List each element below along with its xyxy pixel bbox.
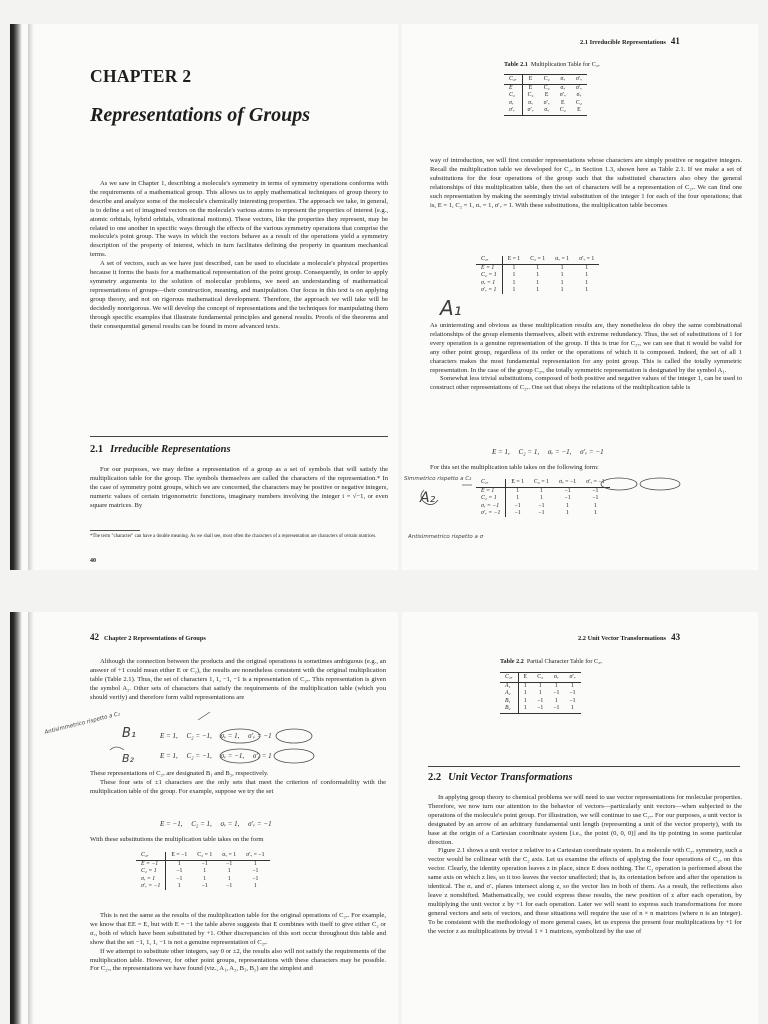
paragraph: In applying group theory to chemical problems we will need to use vector representations for molecular properties. Therefore, we now turn our attention to the behavior of vectors—particularly unit vectors—when subjected to the operations of the molecule's point group. For illustration, we will continue to use C₂ᵥ. For our purposes, a unit vector is designated by an arrow of an arbitrary fundamental unit length (representing a unit of the vector property), with its base at the origin of a Cartesian coordinate system [i.e., the point (0, 0, 0)] and its tip pointing in some particular direction. — [428, 794, 742, 846]
table-cell: σ′ᵥ = −1 — [241, 852, 269, 861]
table-cell: C₂ᵥ — [476, 256, 502, 265]
table-cell: E = 1 — [476, 265, 502, 273]
section-heading-2-1 — [90, 444, 231, 455]
ink-stroke — [198, 712, 210, 720]
table-cell: 1 — [585, 279, 589, 286]
table-cell: 1 — [512, 265, 516, 272]
table-cell: σᵥ — [576, 92, 582, 99]
table-cell: −1 — [532, 705, 548, 714]
table-cell: −1 — [548, 705, 564, 714]
table-cell: E = −1 — [166, 852, 192, 861]
table-cell: C₂ — [527, 92, 534, 99]
section-body — [90, 466, 388, 511]
table-cell: −1 — [592, 495, 599, 502]
page-40 — [10, 24, 398, 570]
ink-circle — [220, 749, 260, 763]
table-cell: C₂ = 1 — [192, 852, 217, 861]
equation: E = −1, C₂ = 1, σᵥ = 1, σ′ᵥ = −1 — [160, 820, 272, 828]
table-cell: −1 — [564, 495, 571, 502]
table-cell: −1 — [538, 509, 545, 516]
paragraph: For this set the multiplication table takes on the following form: — [430, 464, 599, 471]
table-cell: −1 — [226, 882, 233, 889]
table-cell: −1 — [226, 861, 233, 868]
table-cell: C₂ᵥ — [476, 479, 506, 488]
body-text — [90, 836, 386, 845]
book-spine-shadow — [10, 24, 22, 570]
table-cell: −1 — [538, 502, 545, 509]
section-number: 2.2 — [428, 772, 442, 783]
table-cell: 1 — [585, 265, 589, 272]
table-cell: C₂ — [575, 99, 582, 106]
section-paragraph: For our purposes, we may define a representation of a group as a set of symbols that will satisfy the multiplication table for the group. The symbols themselves are called the characters of the representation.* In the case of symmetry point groups, which we are concerned, the characters may be positive or negative integers, numeric values of certain trigonometric functions, imaginary numbers involving the integer i = √−1, or even square matrices. By — [90, 466, 388, 509]
table-cell: σᵥ — [539, 107, 555, 116]
table-cell: σᵥ — [528, 99, 533, 106]
table-cell: 1 — [554, 683, 558, 690]
running-head — [578, 632, 680, 642]
table-cell: σ′ᵥ = −1 — [136, 883, 166, 890]
table-cell: −1 — [553, 690, 560, 697]
section-rule — [428, 766, 740, 767]
table-cell: 1 — [554, 697, 558, 704]
ink-stroke — [421, 490, 438, 505]
table-cell: 1 — [177, 882, 181, 889]
table-cell: C₂ — [504, 92, 522, 99]
table-caption-label: Table 2.1 — [504, 61, 528, 68]
intro-text — [90, 180, 388, 331]
table-cell: 1 — [512, 279, 516, 286]
table-row — [136, 883, 270, 890]
table-cell: 1 — [571, 683, 574, 690]
table-cell: E = 1 — [502, 256, 525, 265]
table-row — [136, 868, 270, 875]
table-cell: σᵥ = 1 — [550, 256, 574, 265]
table-cell: σᵥ — [548, 673, 564, 683]
table-cell: −1 — [252, 868, 259, 875]
ink-circle — [220, 729, 260, 743]
character-table-2-2 — [500, 672, 581, 714]
invalid-representation-table — [136, 852, 270, 890]
table-cell: E — [518, 673, 532, 683]
ink-circle — [276, 729, 312, 743]
table-cell: B₁ — [500, 698, 518, 705]
table-cell: 1 — [566, 502, 569, 509]
paragraph: If we attempt to substitute other integers, say 0 or ±2, the results also will not satisfy the requirements of the multiplication table. However, for other point groups, representations with these characters may be possible. For C₂ᵥ, the representations we have found (viz., A₁, A₂, B₁, B₂) are the simplest and — [90, 947, 386, 973]
table-cell: C₂ = 1 — [525, 256, 550, 265]
page-number: 42 — [90, 632, 99, 642]
page-42 — [10, 612, 398, 1024]
table-caption-text: Multiplication Table for C₂ᵥ — [530, 61, 600, 68]
chapter-label: CHAPTER 2 — [90, 66, 192, 86]
table-cell: −1 — [176, 868, 183, 875]
equation: E = 1, C₂ = 1, σᵥ = −1, σ′ᵥ = −1 — [492, 448, 604, 456]
table-cell: B₂ — [500, 705, 518, 714]
table-cell: 1 — [538, 683, 542, 690]
table-cell: 1 — [512, 286, 516, 293]
table-row — [500, 705, 581, 714]
paragraph: These four sets of ±1 characters are the only sets that meet the criterion of conformability with the multiplication table of the group. For example, suppose we try the set — [90, 778, 386, 795]
table-cell: 1 — [540, 495, 543, 502]
table-cell: σ′ᵥ — [571, 75, 587, 85]
table-cell: 1 — [177, 861, 181, 868]
table-cell: C₂ = 1 — [476, 272, 502, 279]
section-title: Unit Vector Transformations — [448, 772, 573, 783]
table-cell: C₂ — [555, 107, 571, 116]
section-rule — [90, 436, 388, 437]
table-cell: σᵥ = 1 — [476, 280, 502, 287]
table-cell: E = 1 — [476, 488, 506, 496]
table-cell: 1 — [523, 683, 527, 690]
table-cell: 1 — [560, 279, 564, 286]
paragraph: Although the connection between the products and the original operations is sometimes ambiguous (e.g., an answer of +1 could mean either E or C₂), the results are nonetheless consistent with the original multiplication table (Table 2.1). Thus, the set of characters 1, 1, −1, −1 is a representation of C₂ᵥ. This representation is given the symbol A₂. Other sets of characters that satisfy the requirements of the multiplication table (which you should verify) and therefore form valid representations are — [90, 658, 386, 701]
table-cell: σ′ᵥ — [504, 107, 522, 116]
table-cell: −1 — [592, 488, 599, 495]
paragraph: Somewhat less trivial substitutions, composed of both positive and negative values of the integer 1, can be used to construct other representations of C₂ᵥ. One set that obeys the relations of the multiplication table is — [430, 375, 742, 392]
table-cell: 1 — [512, 272, 516, 279]
table-cell: 1 — [227, 875, 231, 882]
table-cell: E = 1 — [506, 479, 529, 488]
table-cell: E — [528, 85, 533, 92]
handwritten-b2: B₂ — [122, 752, 134, 765]
table-cell: A₁ — [500, 683, 518, 691]
table-cell: σᵥ = −1 — [476, 503, 506, 510]
table-cell: σ′ᵥ = 1 — [574, 256, 599, 265]
table-cell: σᵥ — [555, 75, 571, 85]
handwritten-note-symmetric: Simmetrico rispetto a C₂ — [404, 476, 472, 482]
table-cell: σᵥ = 1 — [217, 852, 241, 861]
ink-circle — [274, 749, 314, 763]
table-row — [500, 698, 581, 705]
table-cell: 1 — [227, 868, 231, 875]
handwritten-note-antisymmetric: Antisimmetrico rispetto a σ — [408, 534, 484, 540]
paragraph: As uninteresting and obvious as these multiplication results are, they nonetheless do obey the same combinational relationships of the group elements themselves, albeit with extreme redundancy. Thus, the set of substitutions of 1 for every operation is a genuine representation of the group. If this is true for C₂ᵥ, we can see that it would be valid for any other point group, regardless of its order or the operations of which it is composed. Indeed, the set of all 1 characters makes the most fundamental representation for any point group. This is called the totally symmetric representation. In the case of the group C₂ᵥ, the totally symmetric representation is designated by the symbol A₁. — [430, 322, 742, 374]
table-cell: 1 — [253, 861, 257, 868]
paragraph: This is not the same as the results of the multiplication table for the original operations of C₂ᵥ. For example, we know that EE = E, but with E = −1 the table above suggests that E combines with itself to give either C₂ or σᵥ, both of which have been substituted by +1. Other discrepancies of this sort occur throughout this table and show that the set −1, 1, 1, −1 is not a genuine representation of C₂ᵥ. — [90, 912, 386, 946]
footnote: *The term "character" can have a double meaning. As we shall see, most often the characters of a representation are characters of certain matrices. — [90, 534, 377, 539]
table-cell: E — [522, 75, 539, 85]
handwritten-a2: A₂ — [420, 490, 436, 506]
table-2-2-caption — [500, 658, 602, 665]
body-text — [90, 912, 386, 974]
table-cell: σ′ᵥ — [564, 673, 580, 683]
table-cell: 1 — [585, 272, 589, 279]
table-row — [500, 683, 581, 691]
table-cell: 1 — [564, 705, 580, 714]
intro-paragraph: As we saw in Chapter 1, describing a molecule's symmetry in terms of symmetry operations conforms with the requirements of a mathematical group. This allows us to apply mathematical techniques of group theory to describe and analyze some of the molecule's chemically interesting properties. The approach we take, in general, is to define a set of imagined vectors on the molecule's various atoms to represent the properties of interest (e.g., atomic orbitals, hybrid orbitals, vibrational motions). These vectors, like the properties they represent, may be related to one another in specific ways through the effects of the various symmetry operations that comprise the molecule's point group. The ways in which the vectors behave as a result of the operations yield a symmetry description of the property of interest, which in turn facilitates defining the property in quantum mechanical terms. — [90, 180, 388, 259]
table-cell: C₂ᵥ — [504, 75, 522, 85]
table-cell: 1 — [560, 265, 564, 272]
table-cell: 1 — [253, 882, 257, 889]
table-cell: σᵥ — [504, 100, 522, 107]
table-cell: 1 — [560, 286, 564, 293]
running-head-text: 2.2 Unit Vector Transformations — [578, 635, 667, 642]
table-cell: 1 — [593, 509, 597, 516]
table-cell: −1 — [252, 875, 259, 882]
table-cell: σ′ᵥ = −1 — [581, 479, 609, 488]
page-folio: 40 — [90, 558, 96, 564]
table-cell: C₂ — [543, 85, 550, 92]
page-number: 41 — [670, 36, 680, 46]
table-caption-text: Partial Character Table for C₂ᵥ — [526, 658, 603, 665]
table-cell: σ′ᵥ — [522, 107, 539, 116]
page-number: 43 — [671, 632, 681, 642]
table-cell: C₂ = 1 — [476, 495, 506, 502]
page-43 — [402, 612, 758, 1024]
table-cell: σᵥ = −1 — [554, 479, 581, 488]
table-row — [500, 673, 581, 683]
table-row — [500, 690, 581, 697]
paragraph: Figure 2.1 shows a unit vector z relative to a Cartesian coordinate system. In a molecule with C₂ᵥ symmetry, such a vector would be collinear with the C₂ axis. Let us examine the effects of applying the four operations of C₂ᵥ on this vector. Clearly, the identity operation leaves z in place, since E does nothing. The C₂ operation is performed about the same axis on which z lies, so it too leaves the vector unaffected; that is, its orientation before and after the operation is identical. The σᵥ and σ′ᵥ planes intersect along z, so the vector lies in both of them. As a result, the reflections also leave z nonshifted. Mathematically, we could express these results, the new position of z after each operation, by multiplying the unit vector z by +1 for each operation. Later we will want to express such transformations for more general vectors and sets of vectors, and these situations will require the use of n × n matrices (where n is an integer). To be consistent with the methodology of more general cases, let us express the present four multiplications by +1 for the vector z as multiplications by trivial 1 × 1 matrices, symbolized by the use of — [428, 847, 742, 935]
table-cell: 1 — [523, 690, 527, 697]
table-cell: 1 — [518, 705, 532, 714]
section-number: 2.1 — [90, 444, 104, 455]
table-cell: 1 — [203, 875, 207, 882]
table-cell: 1 — [536, 265, 540, 272]
handwritten-a1: A₁ — [440, 296, 462, 320]
handwritten-b1: B₁ — [122, 726, 137, 741]
table-cell: −1 — [569, 690, 576, 697]
body-text — [90, 770, 386, 797]
table-cell: −1 — [176, 875, 183, 882]
table-cell: −1 — [569, 697, 576, 704]
page-41 — [402, 24, 758, 570]
table-cell: σ′ᵥ = −1 — [476, 510, 506, 517]
running-head-text: Chapter 2 Representations of Groups — [104, 635, 206, 642]
table-cell: 1 — [203, 868, 207, 875]
table-cell: C₂ = 1 — [136, 868, 166, 875]
table-cell: −1 — [201, 882, 208, 889]
table-cell: −1 — [537, 697, 544, 704]
table-cell: −1 — [564, 488, 571, 495]
intro-paragraph: A set of vectors, such as we have just described, can be used to elucidate a molecule's physical properties because it forms the basis for a mathematical representation of the point group. Consequently, in order to apply symmetry arguments to the solution of molecular problems, we need an understanding of mathematical representations of groups—their construction, meaning, and manipulation. Our focus in this text is on applying group theory, and not on rigorous mathematical development. Therefore, the approach we will take will be decidedly nonrigorous. We will develop the concept of representations and the techniques for manipulating them through specific examples that illustrate fundamental principles and general results. Proofs of the theorems and their consequential general results can be found in more advanced texts. — [90, 260, 388, 330]
table-row — [136, 852, 270, 861]
table-cell: σᵥ — [560, 85, 566, 92]
table-cell: 1 — [538, 690, 542, 697]
table-cell: −1 — [201, 861, 208, 868]
table-cell: 1 — [516, 495, 520, 502]
table-cell: 1 — [516, 488, 520, 495]
table-cell: C₂ᵥ — [136, 852, 166, 861]
table-caption-label: Table 2.2 — [500, 658, 524, 665]
table-cell: −1 — [514, 509, 521, 516]
table-cell: 1 — [585, 286, 589, 293]
table-cell: σ′ᵥ — [575, 85, 582, 92]
table-cell: 1 — [523, 697, 527, 704]
table-cell: E — [504, 85, 522, 93]
ink-circle — [640, 478, 680, 490]
table-row — [136, 861, 270, 869]
footnote-rule — [90, 530, 140, 531]
table-cell: C₂ — [532, 673, 548, 683]
ink-circle — [601, 478, 637, 490]
table-cell: σᵥ = 1 — [136, 876, 166, 883]
chapter-title: Representations of Groups — [90, 104, 311, 126]
table-cell: 1 — [536, 279, 540, 286]
table-cell: 1 — [536, 286, 540, 293]
table-cell: 1 — [536, 272, 540, 279]
table-cell: σ′ᵥ = 1 — [476, 287, 502, 294]
table-cell: σ′ᵥ — [559, 92, 566, 99]
equation-b2: E = 1, C₂ = −1, σᵥ = −1, σ′ᵥ = 1 — [160, 752, 272, 760]
table-row — [136, 876, 270, 883]
table-cell: 1 — [540, 488, 543, 495]
table-cell: C₂ = 1 — [529, 479, 554, 488]
table-cell: A₂ — [500, 690, 518, 697]
running-head-text: 2.1 Irreducible Representations — [580, 39, 666, 46]
table-cell: E — [544, 92, 549, 99]
table-cell: 1 — [566, 509, 569, 516]
table-cell: C₂ — [539, 75, 555, 85]
page-curl-shadow — [28, 24, 34, 570]
table-cell: C₂ᵥ — [500, 673, 518, 683]
table-cell: 1 — [560, 272, 564, 279]
section-title: Irreducible Representations — [110, 444, 231, 455]
ink-stroke — [110, 747, 124, 750]
equation-b1: E = 1, C₂ = −1, σᵥ = 1, σ′ᵥ = −1 — [160, 732, 272, 740]
section-heading-2-2 — [428, 772, 573, 783]
table-cell: E — [561, 99, 565, 106]
table-cell: E = −1 — [136, 861, 166, 869]
paragraph: way of introduction, we will first consider representations whose characters are simply positive or negative integers. Recall the multiplication table we developed for C₂ᵥ in Section 1.3, shown here as Table 2.1. If we make a set of substitutions for the four operations of the group such that the substituted characters also obey the general relationships of this multiplication table, then the set of characters will be a representation of C₂ᵥ. We can find one such representation by making the seemingly trivial substitution of the integer 1 for each of the four operations; that is, E = 1, C₂ = 1, σᵥ = 1, σ′ᵥ = 1. With these substitutions, the multiplication table becomes — [430, 157, 742, 209]
paragraph: With these substitutions the multiplication table takes on the form — [90, 836, 264, 843]
table-cell: E — [571, 107, 587, 116]
table-cell: −1 — [514, 502, 521, 509]
handwritten-ink-marks — [402, 24, 758, 570]
table-cell: σ′ᵥ — [543, 99, 550, 106]
handwritten-margin-note: Antisimmetrico rispetto a C₂ — [44, 711, 121, 736]
table-cell: 1 — [593, 502, 597, 509]
paragraph: These representations of C₂ᵥ are designated B₁ and B₂, respectively. — [90, 770, 269, 777]
body-text — [428, 794, 742, 937]
